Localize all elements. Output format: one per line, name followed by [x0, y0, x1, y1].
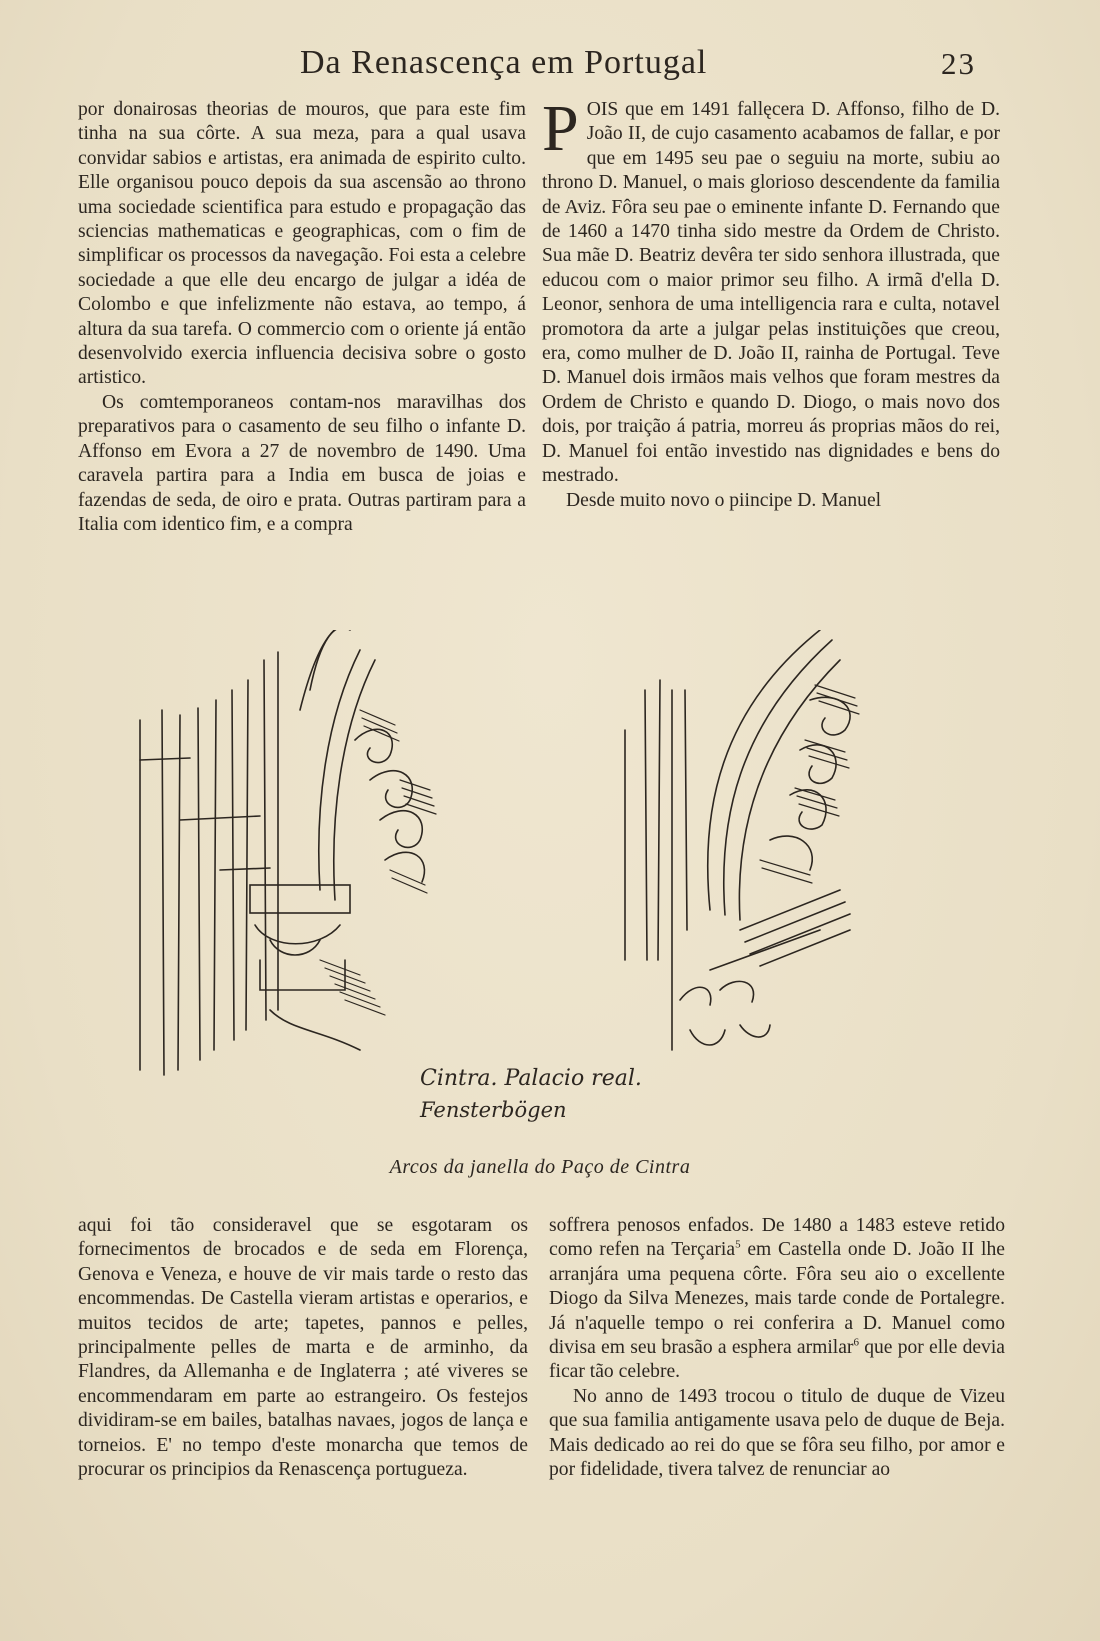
paragraph: aqui foi tão consideravel que se esgotaram os fornecimentos de brocados e de seda em Florença, Genova e Veneza, e houve de vir mais tarde o resto das encommendas. De Castella vieram artistas e operarios, e muitos tecidos de arte; tapetes, pannos e pelles, principalmente pelles de marta e de arminho, da Flandres, da Allemanha e de Inglaterra ; até viveres se encommendaram em parte ao estrangeiro. Os festejos dividiram-se em bailes, batalhas navaes, jogos de lança e torneios. E' no tempo d'este monarcha que temos de procurar os principios da Renascença portugueza. — [78, 1215, 528, 1481]
footnote-marker[interactable]: 6 — [853, 1336, 859, 1349]
paragraph-text: OIS que em 1491 fallęcera D. Affonso, filho de D. João II, de cujo casamento acabamos de fallar, e por que em 1495 seu pae o seguiu na morte, subiu ao throno D. Manuel, o mais glorioso descendente da familia de Aviz. Fôra seu pae o eminente infante D. Fernando que de 1460 a 1470 tinha sido mestre da Ordem de Christo. Sua mãe D. Beatriz devêra ter sido senhora illustrada, que educou com o maior primor seu filho. A irmã d'ella D. Leonor, senhora de uma intelligencia rara e culta, notavel promotora da arte a julgar pelas instituições que creou, era, como mulher de D. João II, rainha de Portugal. Teve D. Manuel dois irmãos mais velhos que foram mestres da Ordem de Christo e quando D. Diogo, o mais novo dos dois, por traição á patria, morreu ás proprias mãos do rei, D. Manuel foi então investido nas dignidades e bens do mestrado. — [542, 99, 1000, 487]
paragraph-text: soffrera penosos enfados. De 1480 a 1483 esteve retido como refen na Terçaria — [549, 1215, 1005, 1261]
page-number: 23 — [941, 46, 976, 81]
illustration-window-arches — [120, 630, 990, 1130]
drop-cap: P — [542, 92, 579, 165]
footnote-marker[interactable]: 5 — [735, 1238, 741, 1251]
sketch-annotation-subject: Fensterbögen — [420, 1098, 567, 1122]
column-top-right — [542, 92, 1000, 513]
paragraph: Os comtemporaneos contam-nos maravilhas dos preparativos para o casamento de seu filho o infante D. Affonso em Evora a 27 de novembro de 1490. Uma caravela partira para a India em busca de joias e fazendas de seda, de oiro e prata. Outras partiram para a Italia com identico fim, e a compra — [78, 391, 526, 535]
paragraph-text: que por elle devia ficar tão celebre. — [549, 1337, 1005, 1383]
paragraph — [542, 92, 1000, 489]
paragraph: No anno de 1493 trocou o titulo de duque de Vizeu que sua familia antigamente usava pelo de duque de Beja. Mais dedicado ao rei do que se fôra seu filho, por amor e por fidelidade, tivera talvez de renunciar ao — [549, 1385, 1005, 1481]
arch-sketch-drawing — [120, 630, 990, 1130]
column-bottom-right — [549, 1214, 1005, 1482]
figure-caption: Arcos da janella do Paço de Cintra — [389, 1156, 691, 1178]
running-header-title: Da Renascença em Portugal — [300, 44, 708, 81]
paragraph — [549, 1214, 1005, 1385]
paragraph-text: em Castella onde D. João II lhe arranjára uma pequena côrte. Fôra seu aio o excellente Diogo da Silva Menezes, mais tarde conde de Portalegre. Já n'aquelle tempo o rei conferira a D. Manuel como divisa em seu brasão a esphera armilar — [549, 1239, 1005, 1359]
paragraph: por donairosas theorias de mouros, que para este fim tinha na sua côrte. A sua meza, para a qual usava convidar sabios e artistas, era animada de espirito culto. Elle organisou pouco depois da sua ascensão ao throno uma sociedade scientifica para estudo e propagação das sciencias mathematicas e geographicas, com o fim de simplificar os processos da navegação. Foi esta a celebre sociedade a que elle deu encargo de julgar a idéa de Colombo e que infelizmente não estava, ao tempo, á altura da sua tarefa. O commercio com o oriente já então desenvolvido exercia influencia decisiva sobre o gosto artistico. — [78, 99, 526, 389]
sketch-annotation-location: Cintra. Palacio real. — [420, 1066, 642, 1091]
paragraph: Desde muito novo o piincipe D. Manuel — [566, 489, 882, 511]
column-top-left — [78, 98, 526, 537]
column-bottom-left — [78, 1214, 528, 1482]
